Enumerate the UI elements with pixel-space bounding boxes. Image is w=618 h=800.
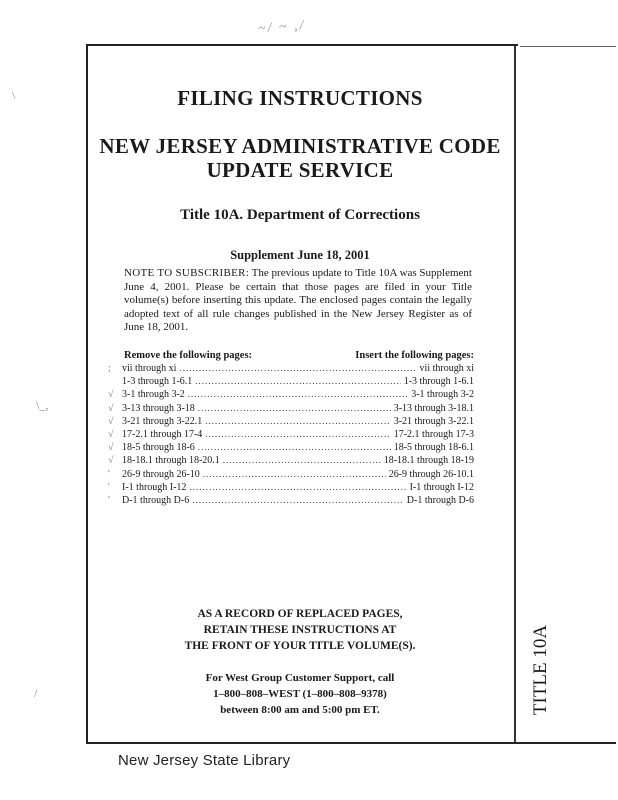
remove-range: 1-3 through 1-6.1: [122, 376, 193, 388]
check-mark: √: [108, 428, 114, 440]
scan-tick-mark: /: [34, 686, 38, 700]
leader-dots: [205, 415, 390, 428]
code-title-line-1: NEW JERSEY ADMINISTRATIVE CODE: [99, 134, 501, 158]
remove-pages-header: Remove the following pages:: [124, 350, 253, 361]
record-line-1: AS A RECORD OF REPLACED PAGES,: [197, 608, 403, 620]
insert-range: 1-3 through 1-6.1: [403, 376, 474, 388]
insert-range: 18-18.1 through 18-19: [383, 455, 474, 467]
insert-range: 3-21 through 3-22.1: [393, 415, 474, 427]
leader-dots: [179, 362, 416, 375]
list-item: [122, 428, 474, 441]
scan-tick-mark: \_,: [36, 398, 49, 412]
leader-dots: [205, 428, 390, 441]
check-mark: √: [108, 415, 114, 427]
note-text: The previous update to Title 10A was Supplement June 4, 2001. Please be certain that those pages are filed in your Title volume(s) before inserting this update. The enclosed pages contain the legally adopted text of all rule changes published in the New Jersey Register as of June 18, 2001.: [124, 267, 472, 333]
title-heading: Title 10A. Department of Corrections: [180, 207, 420, 223]
leader-dots: [223, 454, 381, 467]
leader-dots: [198, 441, 391, 454]
support-line-1: For West Group Customer Support, call: [205, 672, 395, 684]
page-replacement-list: [122, 362, 474, 507]
insert-pages-header: Insert the following pages:: [355, 350, 474, 361]
remove-range: I-1 through I-12: [122, 481, 187, 493]
check-mark: ;: [108, 363, 111, 374]
record-notice: [86, 606, 514, 654]
insert-range: 3-13 through 3-18.1: [393, 402, 474, 414]
insert-range: D-1 through D-6: [406, 494, 474, 506]
check-mark: √: [108, 389, 114, 401]
remove-range: 3-21 through 3-22.1: [122, 415, 203, 427]
check-mark: √: [108, 455, 114, 467]
spine-label: [530, 620, 552, 720]
check-mark: [108, 375, 122, 388]
insert-range: 18-5 through 18-6.1: [393, 442, 474, 454]
remove-range: 26-9 through 26-10: [122, 468, 200, 480]
handwritten-mark: ~/ ~ ,/: [257, 18, 306, 37]
list-item: [122, 402, 474, 415]
leader-dots: [188, 388, 408, 401]
remove-range: vii through xi: [122, 363, 177, 374]
insert-range: 3-1 through 3-2: [411, 389, 474, 401]
library-stamp: New Jersey State Library: [118, 752, 291, 769]
leader-dots: [198, 402, 391, 415]
list-item: [122, 415, 474, 428]
list-item: [122, 468, 474, 481]
page-border-top-tab: [520, 46, 616, 47]
remove-range: 3-1 through 3-2: [122, 389, 185, 401]
note-label: NOTE TO SUBSCRIBER:: [124, 267, 250, 279]
list-item: [122, 388, 474, 401]
record-line-3: THE FRONT OF YOUR TITLE VOLUME(S).: [184, 640, 416, 652]
check-mark: √: [108, 402, 114, 414]
page-border-top: [86, 44, 518, 46]
remove-range: 3-13 through 3-18: [122, 402, 195, 414]
insert-range: 26-9 through 26-10.1: [388, 468, 474, 480]
list-item: [122, 375, 474, 388]
leader-dots: [195, 375, 400, 388]
list-item: [122, 481, 474, 494]
note-to-subscriber: [124, 267, 472, 335]
spine-label-text: TITLE 10A: [530, 624, 551, 716]
insert-range: vii through xi: [419, 363, 474, 374]
list-item: [122, 441, 474, 454]
remove-range: D-1 through D-6: [122, 494, 190, 506]
supplement-date: Supplement June 18, 2001: [230, 248, 370, 262]
insert-range: 17-2.1 through 17-3: [393, 428, 474, 440]
leader-dots: [203, 468, 386, 481]
check-mark: ': [108, 468, 110, 480]
filing-instructions-heading: FILING INSTRUCTIONS: [177, 86, 423, 110]
leader-dots: [192, 494, 404, 507]
list-item: [122, 454, 474, 467]
remove-range: 18-18.1 through 18-20.1: [122, 455, 220, 467]
remove-range: 17-2.1 through 17-4: [122, 428, 203, 440]
leader-dots: [189, 481, 406, 494]
check-mark: √: [108, 442, 114, 454]
page-border-right: [514, 46, 516, 744]
check-mark: ': [108, 481, 110, 493]
scan-tick-mark: \: [12, 88, 16, 102]
code-title-line-2: UPDATE SERVICE: [206, 158, 394, 182]
customer-support-info: [86, 670, 514, 718]
record-line-2: RETAIN THESE INSTRUCTIONS AT: [203, 624, 397, 636]
list-item: [122, 494, 474, 507]
handwritten-checkmarks: [108, 362, 122, 507]
check-mark: ': [108, 494, 110, 506]
insert-range: I-1 through I-12: [409, 481, 474, 493]
page-border-bottom: [86, 742, 616, 744]
list-item: [122, 362, 474, 375]
remove-range: 18-5 through 18-6: [122, 442, 195, 454]
support-hours: between 8:00 am and 5:00 pm ET.: [220, 704, 380, 716]
support-phone: 1–800–808–WEST (1–800–808–9378): [213, 688, 387, 700]
